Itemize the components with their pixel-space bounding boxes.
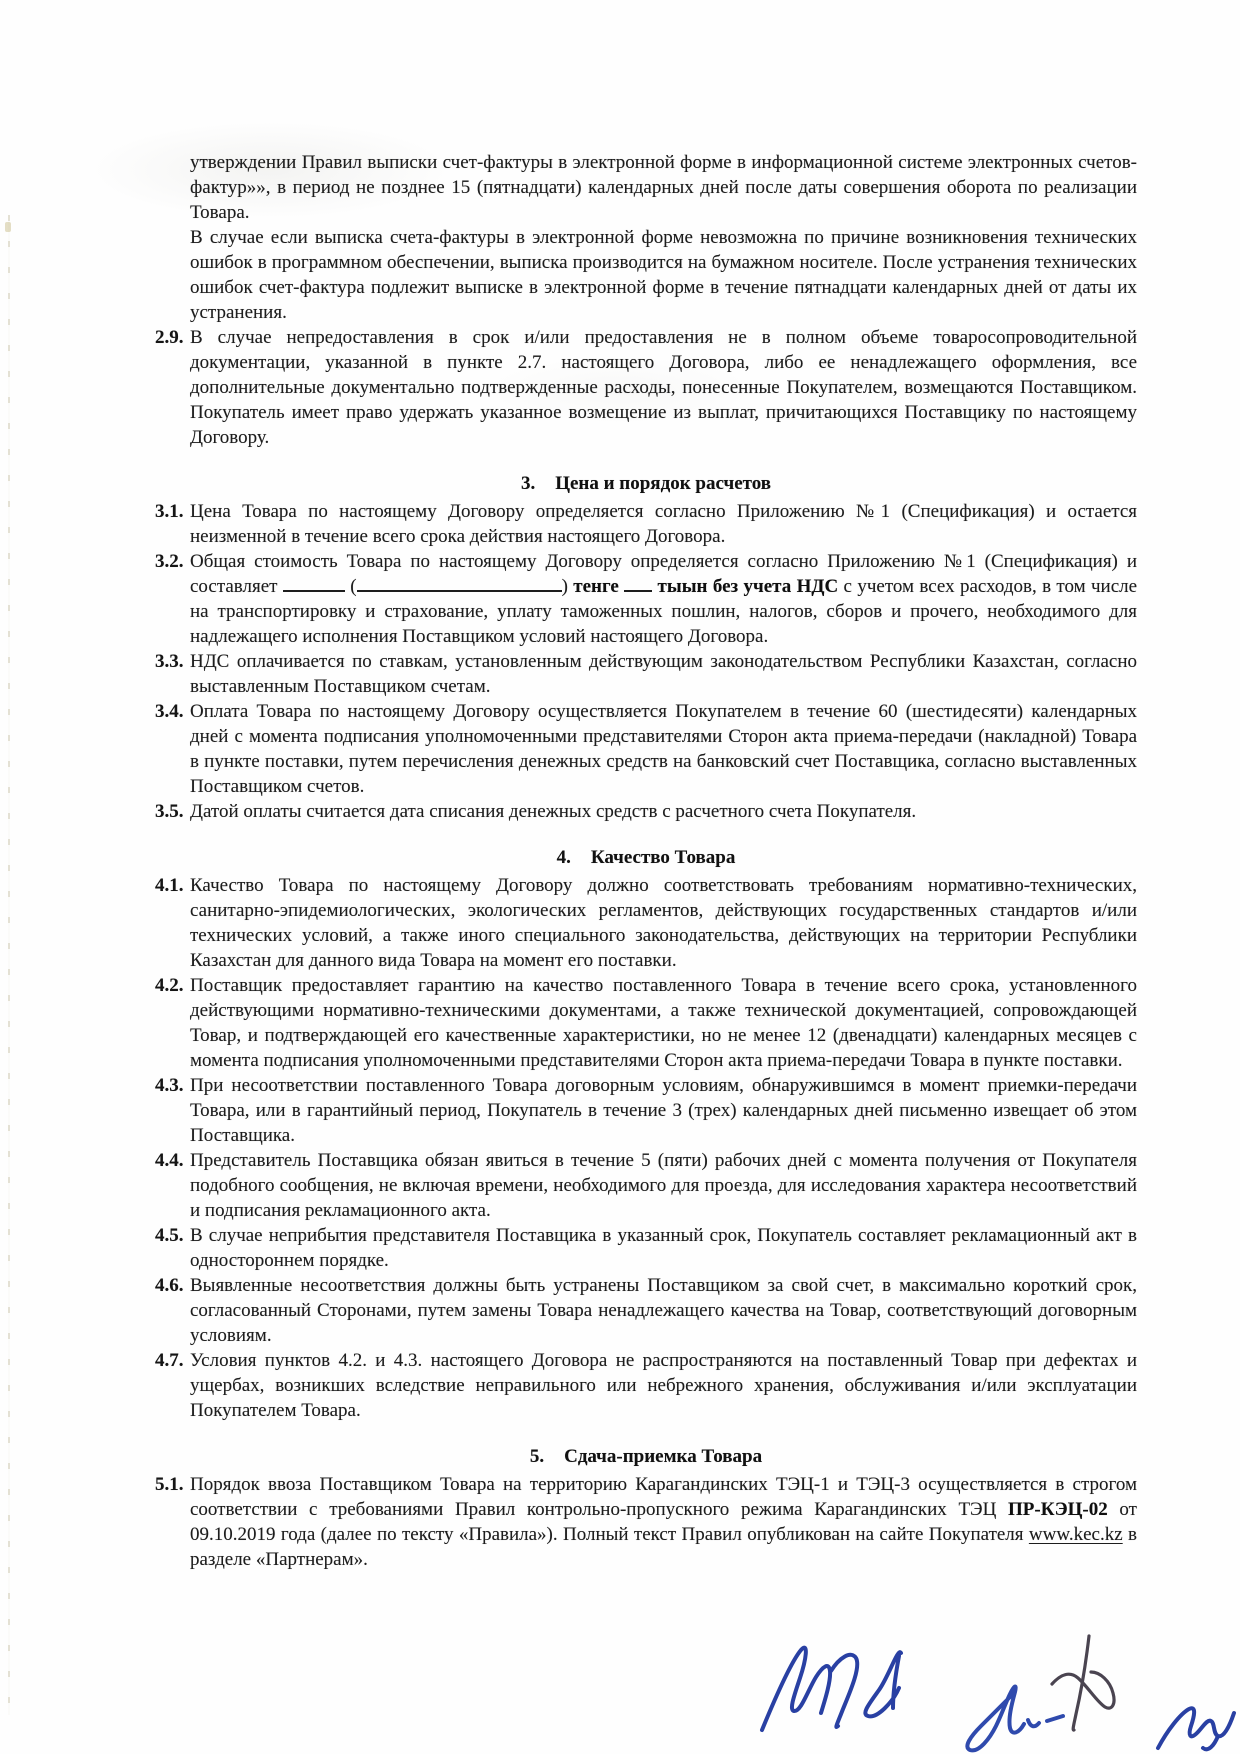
clause-text: При несоответствии поставленного Товара договорным условиям, обнаружившимся в момент приемки-передачи Товара, или в гарантийный период, Покупатель в течение 3 (трех) календарных дней письменно извещает об этом Поставщика.	[190, 1075, 1137, 1146]
clause-text: Поставщик предоставляет гарантию на качество поставленного Товара в течение всего срока, установленного действующими нормативно-техническими документами, а также технической документацией, сопровождающей Товар, и подтверждающей его качественные характеристики, но не менее 12 (двенадцати) календарных месяцев с момента подписания уполномоченными представителями Сторон акта приема-передачи Товара в пункте поставки.	[190, 975, 1137, 1071]
clause-text: Качество Товара по настоящему Договору должно соответствовать требованиям нормативно-технических, санитарно-эпидемиологических, экологических регламентов, действующих государственных стандартов и/или технических условий, а также иного специального законодательства, действующих на территории Республики Казахстан для данного вида Товара на момент его поставки.	[190, 875, 1137, 971]
section-number: 3.	[520, 473, 536, 494]
section-title: Цена и порядок расчетов	[555, 473, 772, 494]
clause-text: Выявленные несоответствия должны быть устранены Поставщиком за свой счет, в максимально короткий срок, согласованный Сторонами, путем замены Товара ненадлежащего качества на Товар, соответствующий договорным условиям.	[190, 1275, 1137, 1346]
section-title: Сдача-приемка Товара	[564, 1446, 763, 1467]
section-number: 5.	[529, 1446, 545, 1467]
signature-icon	[762, 1648, 857, 1730]
clause-number: 4.4.	[155, 1150, 184, 1171]
clause-number: 3.4.	[155, 701, 184, 722]
section-number: 4.	[556, 847, 571, 868]
clause-number: 3.2.	[155, 551, 184, 572]
clause-text: В случае непредоставления в срок и/или предоставления не в полном объеме товаросопроводительной документации, указанной в пункте 2.7. настоящего Договора, либо ее ненадлежащего оформления, все дополнительные документально подтвержденные расходы, понесенные Покупателем, возмещаются Поставщиком. Покупатель имеет право удержать указанное возмещение из выплат, причитающихся Поставщику по настоящему Договору.	[190, 327, 1137, 448]
clause-text: Общая стоимость Товара по настоящему Договору определяется согласно Приложению №1 (Спецификация) и составляет ( ) тенге тыын без учета НДС с учетом всех расходов, в том числе на транспортировку и страхование, уплату таможенных пошлин, налогов, сборов и прочего, необходимого для надлежащего исполнения Поставщиком условий настоящего Договора.	[190, 551, 1138, 647]
clause-number: 3.5.	[155, 801, 184, 822]
clause-text: Представитель Поставщика обязан явиться в течение 5 (пяти) рабочих дней с момента получения от Покупателя подобного сообщения, не включая времени, необходимого для проезда, для исследования характера несоответствий и подписания рекламационного акта.	[190, 1150, 1137, 1221]
clause-number: 3.1.	[155, 501, 184, 522]
clause-number: 4.1.	[155, 875, 184, 896]
clause-text: Порядок ввоза Поставщиком Товара на территорию Карагандинских ТЭЦ-1 и ТЭЦ-3 осуществляется в строгом соответствии с требованиями Правил контрольно-пропускного режима Карагандинских ТЭЦ ПР-КЭЦ-02 от 09.10.2019 года (далее по тексту «Правила»). Полный текст Правил опубликован на сайте Покупателя www.kec.kz в разделе «Партнерам».	[190, 1474, 1137, 1570]
section-title: Качество Товара	[590, 847, 736, 868]
signature-icon	[967, 1686, 1063, 1750]
clause-number: 5.1.	[155, 1474, 184, 1495]
clause-number: 4.5.	[155, 1225, 184, 1246]
clause-text: В случае неприбытия представителя Поставщика в указанный срок, Покупатель составляет рекламационный акт в одностороннем порядке.	[190, 1225, 1137, 1271]
clause-text: Цена Товара по настоящему Договору определяется согласно Приложению №1 (Спецификация) и остается неизменной в течение всего срока действия настоящего Договора.	[190, 501, 1137, 547]
signature-icon	[1158, 1708, 1234, 1749]
clause-number: 4.6.	[155, 1275, 184, 1296]
website-link-text: www.kec.kz	[1028, 1524, 1123, 1545]
signature-icon	[865, 1652, 901, 1716]
clause-number: 3.3.	[155, 651, 184, 672]
clause-text: В случае если выписка счета-фактуры в электронной форме невозможна по причине возникновения технических ошибок в программном обеспечении, выписка производится на бумажном носителе. После устранения технических ошибок счет-фактура подлежит выписке в электронной форме в течение пятнадцати календарных дней от даты их устранения.	[190, 227, 1137, 323]
clause-text: Условия пунктов 4.2. и 4.3. настоящего Договора не распространяются на поставленный Товар при дефектах и ущербах, возникших вследствие неправильного или небрежного хранения, обслуживания и/или эксплуатации Покупателем Товара.	[190, 1350, 1137, 1421]
clause-text: утверждении Правил выписки счет-фактуры в электронной форме в информационной системе электронных счетов-фактур»», в период не позднее 15 (пятнадцати) календарных дней после даты совершения оборота по реализации Товара.	[190, 152, 1137, 223]
clause-text: Датой оплаты считается дата списания денежных средств с расчетного счета Покупателя.	[190, 801, 917, 822]
clause-number: 4.2.	[155, 975, 184, 996]
clause-number: 4.3.	[155, 1075, 184, 1096]
clause-number: 4.7.	[155, 1350, 184, 1371]
clause-text: НДС оплачивается по ставкам, установленным действующим законодательством Республики Казахстан, согласно выставленным Поставщиком счетам.	[190, 651, 1137, 697]
clause-text: Оплата Товара по настоящему Договору осуществляется Покупателем в течение 60 (шестидесяти) календарных дней с момента подписания уполномоченными представителями Сторон акта приема-передачи (накладной) Товара в пункте поставки, путем перечисления денежных средств на банковский счет Поставщика, согласно выставленных Поставщиком счетов.	[190, 701, 1137, 797]
clause-number: 2.9.	[155, 327, 184, 348]
